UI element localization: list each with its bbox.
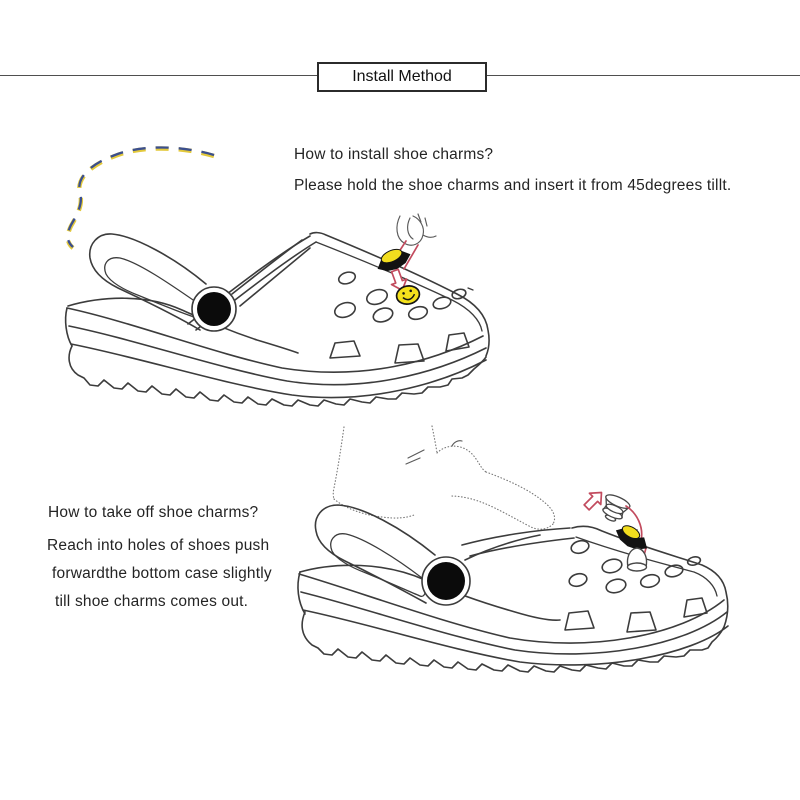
charm-stud-icon xyxy=(598,492,632,525)
hand-sketch xyxy=(333,426,554,529)
remove-heading: How to take off shoe charms? xyxy=(48,504,259,521)
install-shoe-illustration xyxy=(66,233,489,406)
install-action-graphic xyxy=(373,214,436,306)
install-instruction: Please hold the shoe charms and insert it from 45degrees tillt. xyxy=(294,177,732,194)
remove-instruction-line-2: forwardthe bottom case slightly xyxy=(52,565,272,582)
strap-rivet xyxy=(192,287,236,331)
install-heading: How to install shoe charms? xyxy=(294,146,494,163)
dashed-lace-line xyxy=(68,148,214,249)
pinch-fingers-sketch xyxy=(397,214,436,245)
side-vents xyxy=(330,333,469,363)
remove-shoe-illustration xyxy=(298,426,728,672)
section-title: Install Method xyxy=(352,68,452,85)
remove-instruction-line-1: Reach into holes of shoes push xyxy=(47,537,270,554)
stud-in-hole-icon xyxy=(627,548,646,571)
remove-action-graphic xyxy=(581,487,653,571)
strap-rivet xyxy=(422,557,470,605)
side-vents xyxy=(565,598,707,632)
remove-instruction-line-3: till shoe charms comes out. xyxy=(55,593,249,610)
section-title-box xyxy=(317,62,487,92)
